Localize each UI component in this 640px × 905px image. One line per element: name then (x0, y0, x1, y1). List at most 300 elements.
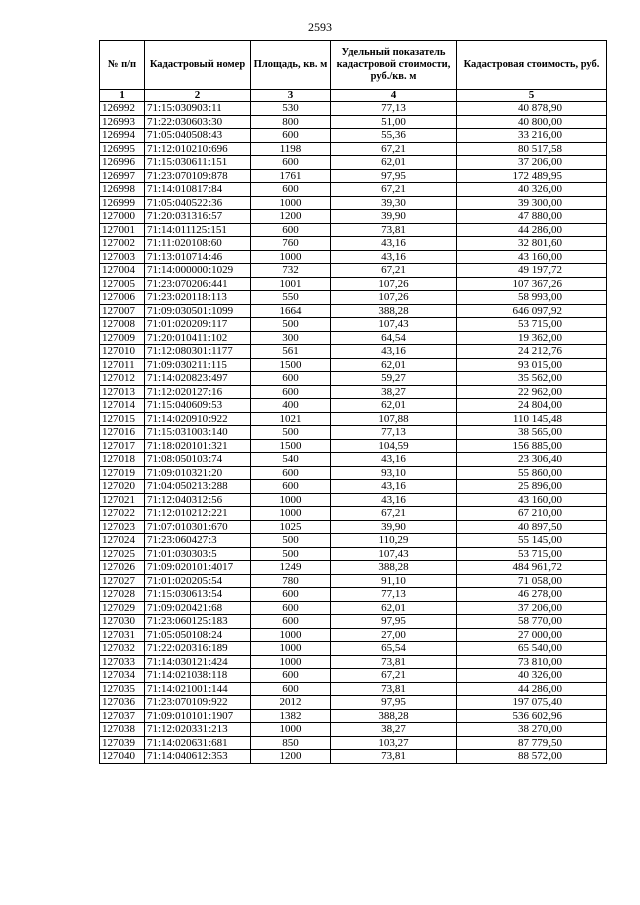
column-number: 3 (251, 90, 331, 102)
unit-rate-value: 67,21 (331, 669, 457, 683)
row-index: 127029 (100, 601, 145, 615)
row-index: 127007 (100, 304, 145, 318)
cadastral-number: 71:14:040612:353 (145, 750, 251, 764)
cadastral-number: 71:12:010212:221 (145, 507, 251, 521)
row-index: 127039 (100, 736, 145, 750)
table-row (100, 102, 607, 116)
area-value: 600 (251, 682, 331, 696)
row-index: 127016 (100, 426, 145, 440)
unit-rate-value: 73,81 (331, 223, 457, 237)
area-value: 1021 (251, 412, 331, 426)
cadastral-value: 40 326,00 (457, 183, 607, 197)
table-row (100, 561, 607, 575)
row-index: 127021 (100, 493, 145, 507)
cadastral-value: 24 212,76 (457, 345, 607, 359)
cadastral-value: 44 286,00 (457, 682, 607, 696)
table-row (100, 237, 607, 251)
area-value: 530 (251, 102, 331, 116)
row-index: 127031 (100, 628, 145, 642)
area-value: 600 (251, 372, 331, 386)
row-index: 127022 (100, 507, 145, 521)
cadastral-value: 33 216,00 (457, 129, 607, 143)
area-value: 1000 (251, 628, 331, 642)
cadastral-number: 71:12:010210:696 (145, 142, 251, 156)
cadastral-value: 197 075,40 (457, 696, 607, 710)
table-row (100, 615, 607, 629)
area-value: 1200 (251, 750, 331, 764)
cadastral-value: 55 145,00 (457, 534, 607, 548)
cadastral-number: 71:14:021038:118 (145, 669, 251, 683)
unit-rate-value: 77,13 (331, 426, 457, 440)
table-row (100, 574, 607, 588)
area-value: 1664 (251, 304, 331, 318)
area-value: 1761 (251, 169, 331, 183)
table-row (100, 588, 607, 602)
unit-rate-value: 103,27 (331, 736, 457, 750)
area-value: 600 (251, 601, 331, 615)
cadastral-number: 71:23:070109:922 (145, 696, 251, 710)
row-index: 127011 (100, 358, 145, 372)
cadastral-number: 71:11:020108:60 (145, 237, 251, 251)
table-row (100, 412, 607, 426)
row-index: 127013 (100, 385, 145, 399)
cadastral-value: 22 962,00 (457, 385, 607, 399)
table-row (100, 426, 607, 440)
unit-rate-value: 107,43 (331, 318, 457, 332)
cadastral-value-table (99, 40, 607, 764)
cadastral-value: 23 306,40 (457, 453, 607, 467)
area-value: 550 (251, 291, 331, 305)
table-row (100, 534, 607, 548)
cadastral-number: 71:22:030603:30 (145, 115, 251, 129)
cadastral-number: 71:09:030501:1099 (145, 304, 251, 318)
table-row (100, 723, 607, 737)
unit-rate-value: 39,90 (331, 520, 457, 534)
table-row (100, 183, 607, 197)
area-value: 500 (251, 318, 331, 332)
table-row (100, 250, 607, 264)
row-index: 127035 (100, 682, 145, 696)
area-value: 600 (251, 129, 331, 143)
area-value: 600 (251, 588, 331, 602)
table-row (100, 628, 607, 642)
table-row (100, 655, 607, 669)
unit-rate-value: 107,43 (331, 547, 457, 561)
row-index: 127024 (100, 534, 145, 548)
cadastral-value: 40 800,00 (457, 115, 607, 129)
table-header-row (100, 41, 607, 90)
cadastral-number: 71:23:070206:441 (145, 277, 251, 291)
cadastral-number: 71:09:010321:20 (145, 466, 251, 480)
cadastral-number: 71:23:020118:113 (145, 291, 251, 305)
cadastral-number: 71:15:030613:54 (145, 588, 251, 602)
cadastral-value: 71 058,00 (457, 574, 607, 588)
cadastral-number: 71:09:020421:68 (145, 601, 251, 615)
cadastral-value: 65 540,00 (457, 642, 607, 656)
area-value: 1500 (251, 358, 331, 372)
table-row (100, 547, 607, 561)
unit-rate-value: 104,59 (331, 439, 457, 453)
row-index: 127006 (100, 291, 145, 305)
row-index: 126999 (100, 196, 145, 210)
table-row (100, 493, 607, 507)
table-row (100, 642, 607, 656)
table-row (100, 196, 607, 210)
unit-rate-value: 62,01 (331, 601, 457, 615)
row-index: 126994 (100, 129, 145, 143)
cadastral-number: 71:08:050103:74 (145, 453, 251, 467)
unit-rate-value: 38,27 (331, 723, 457, 737)
cadastral-value: 38 565,00 (457, 426, 607, 440)
cadastral-value: 39 300,00 (457, 196, 607, 210)
cadastral-number: 71:01:030303:5 (145, 547, 251, 561)
area-value: 300 (251, 331, 331, 345)
table-row (100, 682, 607, 696)
cadastral-number: 71:14:021001:144 (145, 682, 251, 696)
cadastral-number: 71:14:020910:922 (145, 412, 251, 426)
row-index: 127004 (100, 264, 145, 278)
cadastral-value: 53 715,00 (457, 318, 607, 332)
cadastral-number: 71:09:010101:1907 (145, 709, 251, 723)
row-index: 127017 (100, 439, 145, 453)
area-value: 1198 (251, 142, 331, 156)
area-value: 600 (251, 385, 331, 399)
cadastral-value: 67 210,00 (457, 507, 607, 521)
unit-rate-value: 27,00 (331, 628, 457, 642)
cadastral-value: 25 896,00 (457, 480, 607, 494)
unit-rate-value: 388,28 (331, 709, 457, 723)
cadastral-number: 71:23:060125:183 (145, 615, 251, 629)
cadastral-value: 484 961,72 (457, 561, 607, 575)
unit-rate-value: 97,95 (331, 696, 457, 710)
cadastral-number: 71:15:030903:11 (145, 102, 251, 116)
area-value: 1382 (251, 709, 331, 723)
table-row (100, 736, 607, 750)
area-value: 1500 (251, 439, 331, 453)
table-row (100, 439, 607, 453)
row-index: 126992 (100, 102, 145, 116)
table-row (100, 156, 607, 170)
table-row (100, 345, 607, 359)
row-index: 127014 (100, 399, 145, 413)
area-value: 1000 (251, 723, 331, 737)
area-value: 1025 (251, 520, 331, 534)
row-index: 126997 (100, 169, 145, 183)
cadastral-value: 37 206,00 (457, 601, 607, 615)
unit-rate-value: 110,29 (331, 534, 457, 548)
cadastral-value: 87 779,50 (457, 736, 607, 750)
table-row (100, 223, 607, 237)
area-value: 600 (251, 223, 331, 237)
table-row (100, 750, 607, 764)
cadastral-value: 172 489,95 (457, 169, 607, 183)
table-row (100, 142, 607, 156)
row-index: 127003 (100, 250, 145, 264)
area-value: 540 (251, 453, 331, 467)
cadastral-value: 58 993,00 (457, 291, 607, 305)
area-value: 500 (251, 426, 331, 440)
area-value: 1001 (251, 277, 331, 291)
cadastral-number: 71:14:020823:497 (145, 372, 251, 386)
cadastral-number: 71:01:020209:117 (145, 318, 251, 332)
cadastral-value: 37 206,00 (457, 156, 607, 170)
column-number-row (100, 90, 607, 102)
cadastral-number: 71:05:040508:43 (145, 129, 251, 143)
cadastral-value: 44 286,00 (457, 223, 607, 237)
cadastral-number: 71:12:040312:56 (145, 493, 251, 507)
area-value: 600 (251, 466, 331, 480)
cadastral-value: 93 015,00 (457, 358, 607, 372)
cadastral-number: 71:04:050213:288 (145, 480, 251, 494)
row-index: 127002 (100, 237, 145, 251)
table-row (100, 129, 607, 143)
table-row (100, 453, 607, 467)
row-index: 127020 (100, 480, 145, 494)
unit-rate-value: 107,88 (331, 412, 457, 426)
row-index: 127027 (100, 574, 145, 588)
unit-rate-value: 67,21 (331, 142, 457, 156)
unit-rate-value: 64,54 (331, 331, 457, 345)
unit-rate-value: 62,01 (331, 399, 457, 413)
header-unit-rate: Удельный показатель кадастровой стоимости, руб./кв. м (331, 41, 457, 90)
row-index: 127032 (100, 642, 145, 656)
area-value: 1200 (251, 210, 331, 224)
cadastral-number: 71:23:060427:3 (145, 534, 251, 548)
column-number: 4 (331, 90, 457, 102)
table-row (100, 507, 607, 521)
unit-rate-value: 73,81 (331, 750, 457, 764)
header-index: № п/п (100, 41, 145, 90)
cadastral-value: 35 562,00 (457, 372, 607, 386)
unit-rate-value: 43,16 (331, 493, 457, 507)
cadastral-value: 43 160,00 (457, 493, 607, 507)
area-value: 1000 (251, 507, 331, 521)
area-value: 561 (251, 345, 331, 359)
unit-rate-value: 97,95 (331, 615, 457, 629)
unit-rate-value: 51,00 (331, 115, 457, 129)
unit-rate-value: 97,95 (331, 169, 457, 183)
table-row (100, 669, 607, 683)
unit-rate-value: 67,21 (331, 183, 457, 197)
cadastral-number: 71:12:020331:213 (145, 723, 251, 737)
cadastral-number: 71:05:040522:36 (145, 196, 251, 210)
table-row (100, 385, 607, 399)
unit-rate-value: 107,26 (331, 291, 457, 305)
column-number: 5 (457, 90, 607, 102)
cadastral-number: 71:14:000000:1029 (145, 264, 251, 278)
cadastral-value: 27 000,00 (457, 628, 607, 642)
area-value: 800 (251, 115, 331, 129)
cadastral-number: 71:13:010714:46 (145, 250, 251, 264)
table-row (100, 399, 607, 413)
column-number: 2 (145, 90, 251, 102)
cadastral-number: 71:07:010301:670 (145, 520, 251, 534)
header-area: Площадь, кв. м (251, 41, 331, 90)
area-value: 2012 (251, 696, 331, 710)
unit-rate-value: 388,28 (331, 561, 457, 575)
row-index: 127010 (100, 345, 145, 359)
unit-rate-value: 67,21 (331, 264, 457, 278)
unit-rate-value: 67,21 (331, 507, 457, 521)
table-row (100, 466, 607, 480)
unit-rate-value: 39,30 (331, 196, 457, 210)
cadastral-number: 71:12:080301:1177 (145, 345, 251, 359)
table-row (100, 601, 607, 615)
cadastral-value: 80 517,58 (457, 142, 607, 156)
unit-rate-value: 62,01 (331, 358, 457, 372)
table-row (100, 304, 607, 318)
unit-rate-value: 91,10 (331, 574, 457, 588)
unit-rate-value: 388,28 (331, 304, 457, 318)
row-index: 127033 (100, 655, 145, 669)
cadastral-number: 71:15:031003:140 (145, 426, 251, 440)
cadastral-value: 110 145,48 (457, 412, 607, 426)
unit-rate-value: 77,13 (331, 102, 457, 116)
cadastral-value: 73 810,00 (457, 655, 607, 669)
cadastral-value: 19 362,00 (457, 331, 607, 345)
cadastral-value: 58 770,00 (457, 615, 607, 629)
cadastral-value: 53 715,00 (457, 547, 607, 561)
row-index: 127019 (100, 466, 145, 480)
table-row (100, 210, 607, 224)
area-value: 600 (251, 480, 331, 494)
area-value: 760 (251, 237, 331, 251)
unit-rate-value: 93,10 (331, 466, 457, 480)
unit-rate-value: 55,36 (331, 129, 457, 143)
unit-rate-value: 43,16 (331, 345, 457, 359)
unit-rate-value: 73,81 (331, 682, 457, 696)
table-row (100, 696, 607, 710)
area-value: 1000 (251, 250, 331, 264)
row-index: 126995 (100, 142, 145, 156)
area-value: 1249 (251, 561, 331, 575)
table-row (100, 709, 607, 723)
cadastral-value: 47 880,00 (457, 210, 607, 224)
unit-rate-value: 77,13 (331, 588, 457, 602)
row-index: 127015 (100, 412, 145, 426)
table-row (100, 372, 607, 386)
area-value: 850 (251, 736, 331, 750)
row-index: 126996 (100, 156, 145, 170)
table-row (100, 331, 607, 345)
row-index: 127018 (100, 453, 145, 467)
cadastral-value: 46 278,00 (457, 588, 607, 602)
area-value: 1000 (251, 642, 331, 656)
unit-rate-value: 62,01 (331, 156, 457, 170)
table-row (100, 169, 607, 183)
cadastral-number: 71:09:020101:4017 (145, 561, 251, 575)
area-value: 600 (251, 183, 331, 197)
cadastral-value: 536 602,96 (457, 709, 607, 723)
cadastral-value: 646 097,92 (457, 304, 607, 318)
area-value: 1000 (251, 655, 331, 669)
row-index: 127001 (100, 223, 145, 237)
cadastral-value: 88 572,00 (457, 750, 607, 764)
cadastral-number: 71:23:070109:878 (145, 169, 251, 183)
cadastral-value: 107 367,26 (457, 277, 607, 291)
row-index: 127040 (100, 750, 145, 764)
cadastral-number: 71:14:030121:424 (145, 655, 251, 669)
table-row (100, 115, 607, 129)
header-cadastral-number: Кадастровый номер (145, 41, 251, 90)
row-index: 127000 (100, 210, 145, 224)
cadastral-number: 71:22:020316:189 (145, 642, 251, 656)
row-index: 127028 (100, 588, 145, 602)
unit-rate-value: 43,16 (331, 250, 457, 264)
row-index: 127034 (100, 669, 145, 683)
cadastral-value: 43 160,00 (457, 250, 607, 264)
unit-rate-value: 43,16 (331, 237, 457, 251)
cadastral-number: 71:14:020631:681 (145, 736, 251, 750)
cadastral-number: 71:20:010411:102 (145, 331, 251, 345)
cadastral-number: 71:18:020101:321 (145, 439, 251, 453)
unit-rate-value: 59,27 (331, 372, 457, 386)
cadastral-value: 40 897,50 (457, 520, 607, 534)
cadastral-value: 24 804,00 (457, 399, 607, 413)
page-number: 2593 (308, 20, 332, 34)
area-value: 600 (251, 615, 331, 629)
unit-rate-value: 43,16 (331, 453, 457, 467)
cadastral-value: 40 878,90 (457, 102, 607, 116)
table-row (100, 277, 607, 291)
cadastral-number: 71:12:020127:16 (145, 385, 251, 399)
table-row (100, 318, 607, 332)
cadastral-number: 71:14:011125:151 (145, 223, 251, 237)
area-value: 732 (251, 264, 331, 278)
row-index: 127023 (100, 520, 145, 534)
table-row (100, 480, 607, 494)
unit-rate-value: 107,26 (331, 277, 457, 291)
row-index: 127038 (100, 723, 145, 737)
area-value: 1000 (251, 196, 331, 210)
cadastral-number: 71:09:030211:115 (145, 358, 251, 372)
area-value: 600 (251, 669, 331, 683)
row-index: 127037 (100, 709, 145, 723)
area-value: 400 (251, 399, 331, 413)
cadastral-value: 32 801,60 (457, 237, 607, 251)
row-index: 126998 (100, 183, 145, 197)
row-index: 127005 (100, 277, 145, 291)
cadastral-value: 49 197,72 (457, 264, 607, 278)
unit-rate-value: 43,16 (331, 480, 457, 494)
table-row (100, 291, 607, 305)
cadastral-number: 71:01:020205:54 (145, 574, 251, 588)
unit-rate-value: 39,90 (331, 210, 457, 224)
table-body (100, 102, 607, 764)
area-value: 780 (251, 574, 331, 588)
cadastral-number: 71:20:031316:57 (145, 210, 251, 224)
unit-rate-value: 73,81 (331, 655, 457, 669)
cadastral-number: 71:15:030611:151 (145, 156, 251, 170)
area-value: 500 (251, 534, 331, 548)
cadastral-number: 71:05:050108:24 (145, 628, 251, 642)
area-value: 500 (251, 547, 331, 561)
column-number: 1 (100, 90, 145, 102)
row-index: 127012 (100, 372, 145, 386)
cadastral-value: 40 326,00 (457, 669, 607, 683)
cadastral-value: 55 860,00 (457, 466, 607, 480)
header-cadastral-value: Кадастровая стоимость, руб. (457, 41, 607, 90)
unit-rate-value: 65,54 (331, 642, 457, 656)
area-value: 1000 (251, 493, 331, 507)
row-index: 126993 (100, 115, 145, 129)
area-value: 600 (251, 156, 331, 170)
unit-rate-value: 38,27 (331, 385, 457, 399)
cadastral-value: 156 885,00 (457, 439, 607, 453)
cadastral-number: 71:14:010817:84 (145, 183, 251, 197)
cadastral-value: 38 270,00 (457, 723, 607, 737)
row-index: 127036 (100, 696, 145, 710)
